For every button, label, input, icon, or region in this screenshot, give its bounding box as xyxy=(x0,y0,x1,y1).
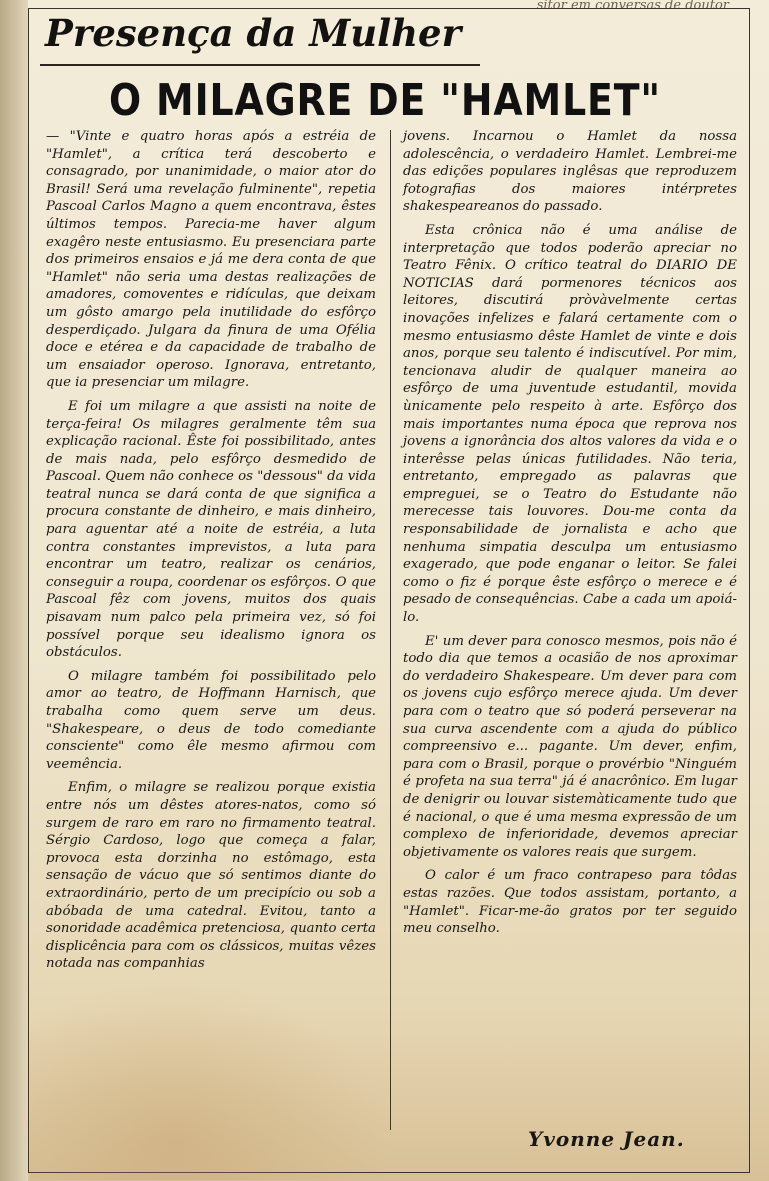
left-column xyxy=(46,128,376,979)
paragraph: Esta crônica não é uma análise de interpretação que todos poderão apreciar no Teatro Fênix. O crítico teatral do DIARIO DE NOTICIAS dará pormenores técnicos aos leitores, discutirá pròvàvelmente certas inovações infelizes e falará certamente com o mesmo entusiasmo dêste Hamlet de vinte e dois anos, porque seu talento é indiscutível. Por mim, tencionava aludir de qualquer maneira ao esfôrço de uma juventude estudantil, movida ùnicamente pelo respeito à arte. Esfôrço dos mais importantes numa época que reprova nos jovens a ignorância dos altos valores da vida e o interêsse pelas únicas futilidades. Não teria, entretanto, empregado as palavras que empreguei, se o Teatro do Estudante não merecesse tais louvores. Dou-me conta da responsabilidade de jornalista e acho que nenhuma simpatia desculpa um entusiasmo exagerado, que pode enganar o leitor. Se falei como o fiz é porque êste esfôrço o merece e é pesado de consequências. Cabe a cada um apoiá-lo. xyxy=(403,222,737,626)
author-signature: Yvonne Jean. xyxy=(528,1127,685,1151)
top-cut-text: sitor em conversas de doutor xyxy=(536,0,729,13)
right-column xyxy=(403,128,737,944)
paragraph: E foi um milagre a que assisti na noite de terça-feira! Os milagres geralmente têm sua explicação racional. Êste foi possibilitado, antes de mais nada, pelo esfôrço desmedido de Pascoal. Quem não conhece os "dessous" da vida teatral nunca se dará conta de que significa a procura constante de dinheiro, e mais dinheiro, para aguentar até a noite de estréia, a luta contra constantes imprevistos, a luta para encontrar um teatro, realizar os cenários, conseguir a roupa, coordenar os esfôrços. O que Pascoal fêz com jovens, muitos dos quais pisavam num palco pela primeira vez, só foi possível porque seu idealismo ignora os obstáculos. xyxy=(46,398,376,661)
article-headline: O MILAGRE DE "HAMLET" xyxy=(108,75,661,126)
paragraph: jovens. Incarnou o Hamlet da nossa adolescência, o verdadeiro Hamlet. Lembrei-me das edições populares inglêsas que reproduzem fotografias dos maiores intérpretes shakespeareanos do passado. xyxy=(403,129,737,215)
paragraph: — "Vinte e quatro horas após a estréia de "Hamlet", a crítica terá descoberto e consagrado, por unanimidade, o maior ator do Brasil! Será uma revelação fulminente", repetia Pascoal Carlos Magno a quem encontrava, êstes últimos tempos. Parecia-me haver algum exagêro neste entusiasmo. Eu presenciara parte dos primeiros ensaios e já me dera conta de que "Hamlet" não seria uma destas realizações de amadores, comoventes e ridículas, que deixam um gôsto amargo pela inutilidade do esfôrço desperdiçado. Julgara da finura de uma Ofélia doce e etérea e da capacidade de trabalho de um ensaiador operoso. Ignorava, entretanto, que ia presenciar um milagre. xyxy=(46,129,376,391)
paragraph: Enfim, o milagre se realizou porque existia entre nós um dêstes atores-natos, como só surgem de raro em raro no firmamento teatral. Sérgio Cardoso, logo que começa a falar, provoca esta dorzinha no estômago, esta sensação de vácuo que só sentimos diante do extraordinário, perto de um precipício ou sob a abóbada de uma catedral. Evitou, tanto a sonoridade acadêmica pretenciosa, quanto certa displicência para com os clássicos, muitas vêzes notada nas companhias xyxy=(46,780,376,972)
paragraph: O milagre também foi possibilitado pelo amor ao teatro, de Hoffmann Harnisch, que trabalha como quem serve um deus. "Shakespeare, o deus de todo comediante consciente" como êle mesmo afirmou com veemência. xyxy=(46,668,376,772)
column-divider xyxy=(390,130,391,1130)
section-title-rule xyxy=(40,64,480,66)
section-title: Presença da Mulher xyxy=(45,11,462,55)
paper-edge xyxy=(0,0,28,1181)
paragraph: O calor é um fraco contrapeso para tôdas estas razões. Que todos assistam, portanto, a "Hamlet". Ficar-me-ão gratos por ter seguido meu conselho. xyxy=(403,868,737,937)
paragraph: E' um dever para conosco mesmos, pois não é todo dia que temos a ocasião de nos aproximar do verdadeiro Shakespeare. Um dever para com os jovens cujo esfôrço merece ajuda. Um dever para com o teatro que só poderá perseverar na sua curva ascendente com a ajuda do público compreensivo e... pagante. Um dever, enfim, para com o Brasil, porque o provérbio "Ninguém é profeta na sua terra" já é anacrônico. Em lugar de denigrir ou louvar sistemàticamente tudo que é nacional, o que é uma mesma expressão de um complexo de inferioridade, devemos apreciar objetivamente os valores reais que surgem. xyxy=(403,633,737,860)
